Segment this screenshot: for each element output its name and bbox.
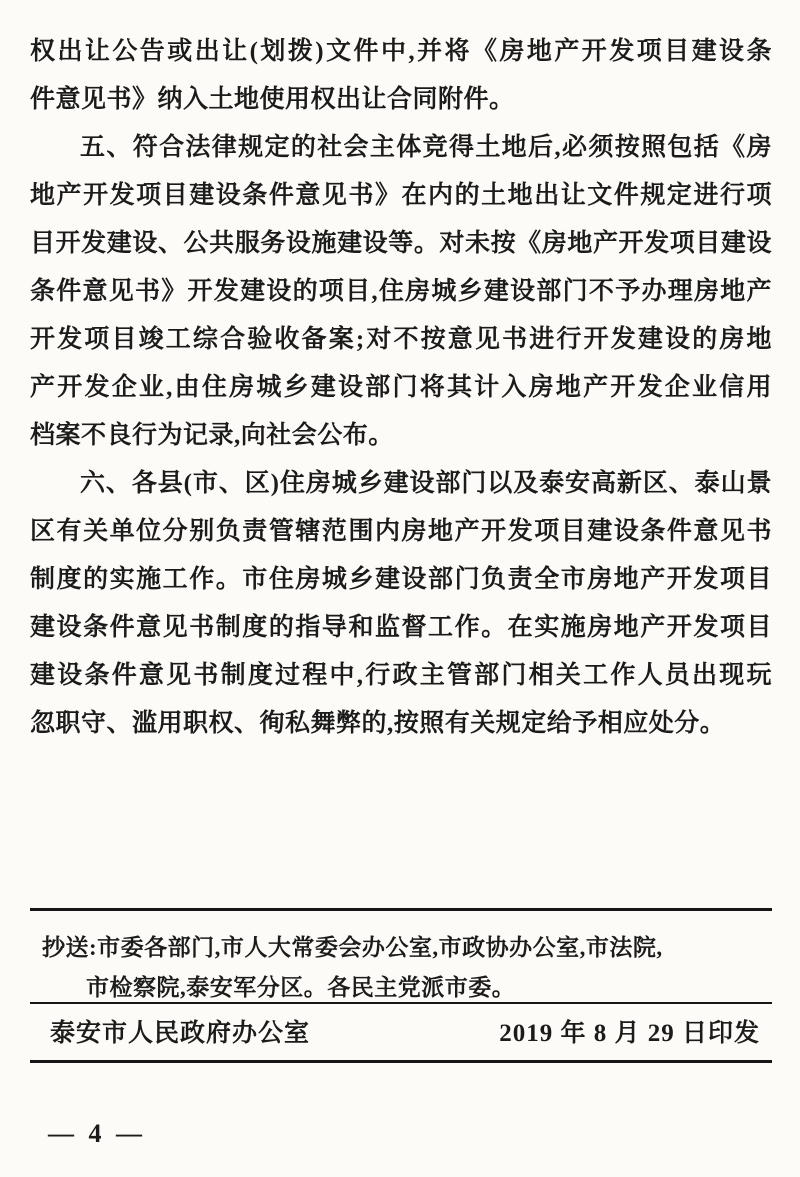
- copy-to-note: [42, 928, 770, 1008]
- divider-bottom: [30, 1060, 772, 1063]
- page-number: — 4 —: [48, 1119, 146, 1148]
- body-line: 条件意见书》开发建设的项目,住房城乡建设部门不予办理房地产: [30, 278, 772, 305]
- copy-to-line: 抄送:市委各部门,市人大常委会办公室,市政协办公室,市法院,: [42, 935, 663, 960]
- body-line: 地产开发项目建设条件意见书》在内的土地出让文件规定进行项: [30, 182, 772, 209]
- body-line: 档案不良行为记录,向社会公布。: [30, 422, 394, 449]
- issuer-row: [50, 1012, 760, 1056]
- divider-top: [30, 908, 772, 911]
- body-line: 目开发建设、公共服务设施建设等。对未按《房地产开发项目建设: [30, 230, 772, 257]
- issuing-office: 泰安市人民政府办公室: [50, 1020, 311, 1047]
- print-date: 2019 年 8 月 29 日印发: [499, 1020, 760, 1047]
- body-line: 开发项目竣工综合验收备案;对不按意见书进行开发建设的房地: [30, 326, 772, 353]
- copy-to-line: 市检察院,泰安军分区。各民主党派市委。: [86, 975, 516, 1000]
- body-line: 权出让公告或出让(划拨)文件中,并将《房地产开发项目建设条: [30, 38, 772, 65]
- body-line: 建设条件意见书制度的指导和监督工作。在实施房地产开发项目: [30, 614, 772, 641]
- document-body: [30, 30, 772, 750]
- body-line: 制度的实施工作。市住房城乡建设部门负责全市房地产开发项目: [30, 566, 772, 593]
- divider-middle: [30, 1002, 772, 1004]
- body-line: 六、各县(市、区)住房城乡建设部门以及泰安高新区、泰山景: [80, 470, 772, 497]
- body-line: 五、符合法律规定的社会主体竞得土地后,必须按照包括《房: [80, 134, 772, 161]
- body-line: 产开发企业,由住房城乡建设部门将其计入房地产开发企业信用: [30, 374, 772, 401]
- body-line: 件意见书》纳入土地使用权出让合同附件。: [30, 86, 515, 113]
- body-line: 忽职守、滥用职权、徇私舞弊的,按照有关规定给予相应处分。: [30, 710, 726, 737]
- body-line: 建设条件意见书制度过程中,行政主管部门相关工作人员出现玩: [30, 662, 772, 689]
- body-line: 区有关单位分别负责管辖范围内房地产开发项目建设条件意见书: [30, 518, 772, 545]
